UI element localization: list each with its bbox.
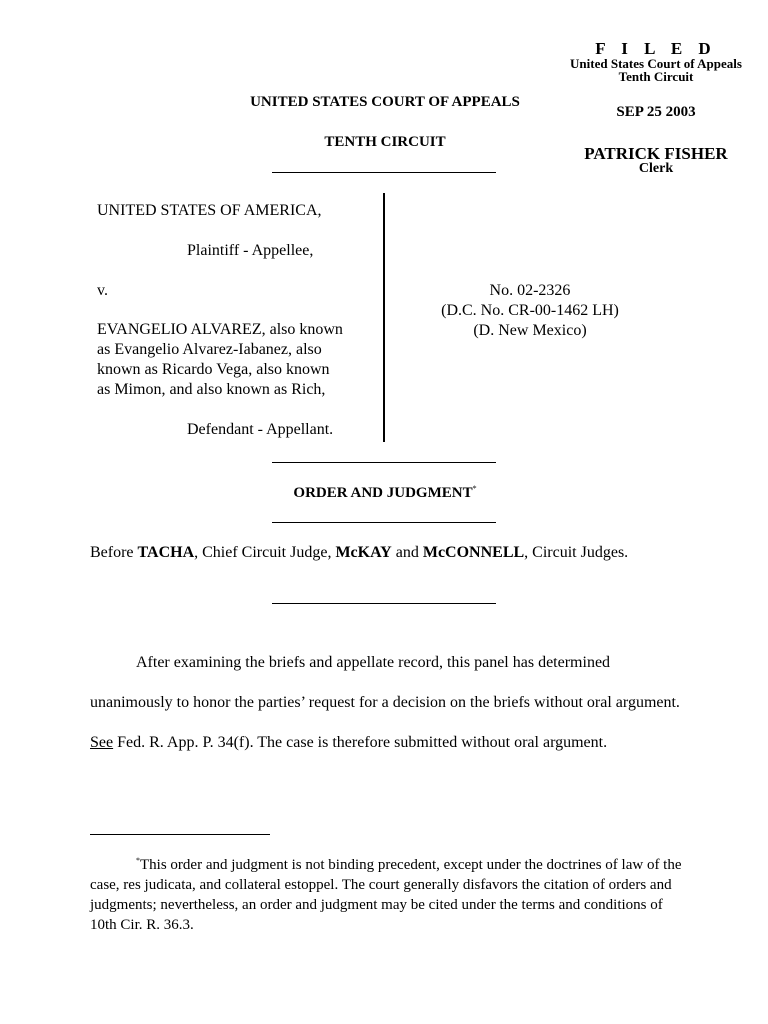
stamp-court-name: United States Court of Appeals [570,56,742,71]
plaintiff-name: UNITED STATES OF AMERICA, [97,202,322,219]
panel-divider [272,603,496,604]
circuit-heading: TENTH CIRCUIT [324,134,446,150]
district-court-number: (D.C. No. CR-00-1462 LH) [441,302,619,319]
caption-bottom-divider [272,462,496,463]
body-paragraph [90,643,690,763]
defendant-line: as Evangelio Alvarez-Iabanez, also [97,341,322,358]
defendant-line: EVANGELIO ALVAREZ, also known [97,321,343,338]
panel-before: Before [90,544,138,561]
body-text-1: After examining the briefs and appellate record, this panel has determined unanimously to honor the parties’ request for a decision on the briefs without oral argument. [90,654,680,711]
stamp-circuit-name: Tenth Circuit [618,69,694,84]
heading-divider [272,172,496,173]
district-name: (D. New Mexico) [473,322,587,339]
defendant-name [97,320,343,400]
footnote-mark: * [136,856,140,865]
order-title-text: ORDER AND JUDGMENT [293,485,473,501]
judge-mckay: McKAY [335,544,392,561]
defendant-line: known as Ricardo Vega, also known [97,361,330,378]
judge-tacha-title: , Chief Circuit Judge, [194,544,336,561]
footnote [90,851,690,935]
clerk-name: PATRICK FISHER [584,144,728,163]
panel-and: and [391,544,423,561]
filed-word: F I L E D [595,39,717,58]
versus: v. [97,282,108,299]
judges-title: , Circuit Judges. [524,544,629,561]
plaintiff-role: Plaintiff - Appellee, [187,242,314,259]
defendant-role: Defendant - Appellant. [187,421,334,438]
defendant-line: as Mimon, and also known as Rich, [97,381,326,398]
order-title [170,484,600,502]
order-footnote-mark: * [472,484,477,493]
clerk-title: Clerk [638,161,674,176]
panel-line [90,543,690,563]
court-heading: UNITED STATES COURT OF APPEALS [250,94,520,110]
filed-date: SEP 25 2003 [616,104,696,120]
body-text-2: Fed. R. App. P. 34(f). The case is therefore submitted without oral argument. [113,734,608,751]
caption-divider [383,193,385,442]
footnote-text: This order and judgment is not binding precedent, except under the doctrines of law of the case, res judicata, and collateral estoppel. The court generally disfavors the citation of orders and judgments; nevertheless, an order and judgment may be cited under the terms and conditions of 10th Cir. R. 36.3. [90,857,682,933]
see-signal: See [90,734,114,751]
footnote-separator [90,834,270,835]
judge-mcconnell: McCONNELL [422,544,525,561]
case-number-block [400,281,660,341]
order-divider [272,522,496,523]
judge-tacha: TACHA [137,544,195,561]
filed-stamp [548,40,764,83]
case-number: No. 02-2326 [489,282,571,299]
